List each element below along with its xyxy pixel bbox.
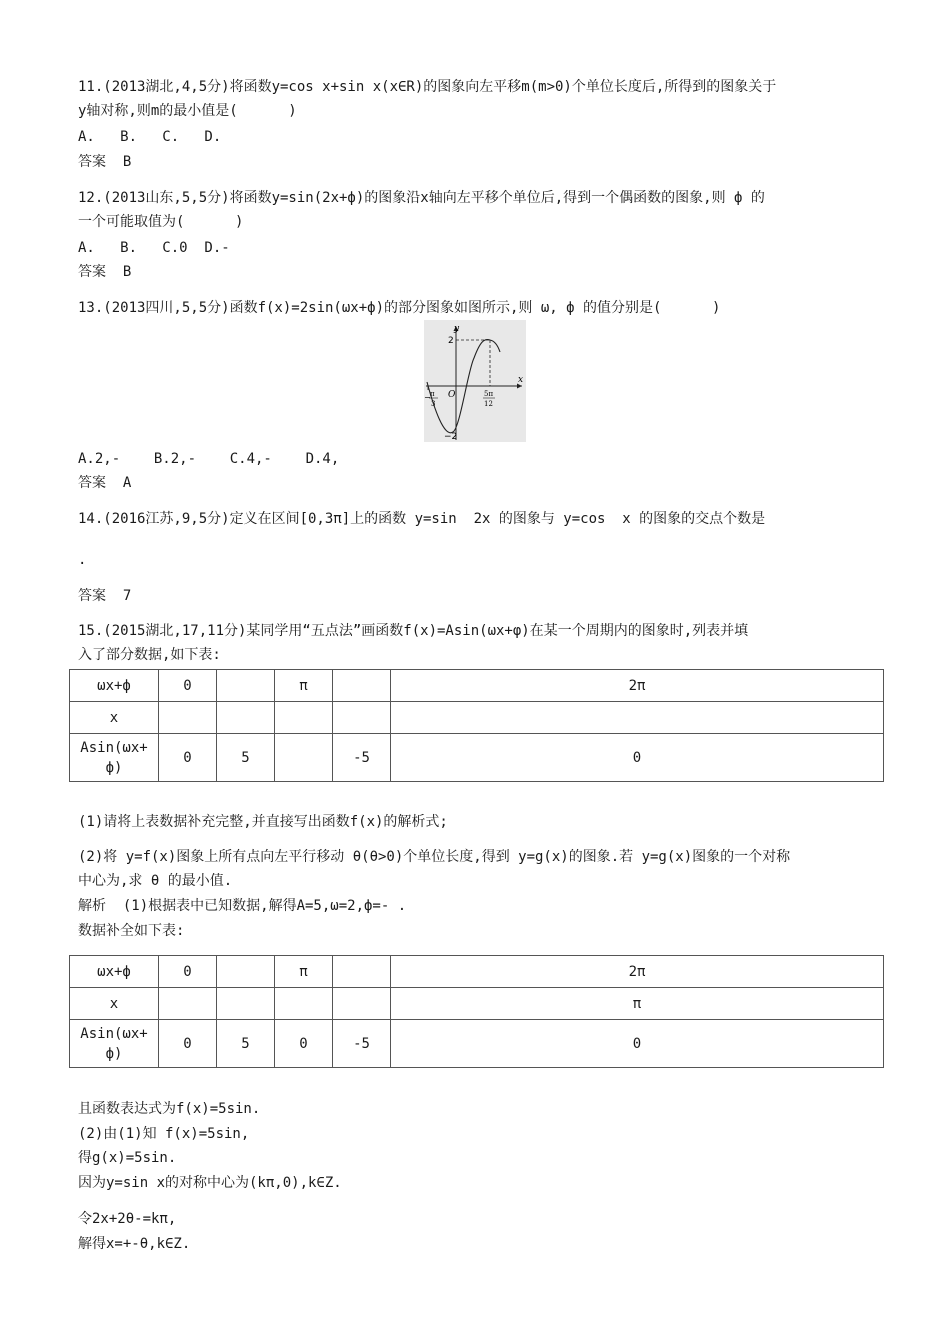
cell-line: ф)	[105, 1045, 123, 1062]
table-cell: π	[275, 670, 333, 702]
left-sign: −	[424, 393, 431, 402]
q13-graph-svg	[424, 320, 526, 442]
table-cell	[70, 734, 159, 782]
table-cell: 0	[159, 956, 217, 988]
q15-step-3: 得g(x)=5sin.	[78, 1150, 177, 1166]
q15-table-complete	[69, 955, 884, 1068]
q11-answer: 答案 B	[78, 154, 132, 170]
origin-label: O	[448, 390, 456, 400]
y-min-label: −2	[444, 432, 458, 442]
table-cell: 5	[217, 734, 275, 782]
q15-step-1: 且函数表达式为f(x)=5sin.	[78, 1101, 261, 1117]
table-cell: ωx+ф	[70, 956, 159, 988]
table-cell: x	[70, 988, 159, 1020]
y-max-label: 2	[448, 336, 454, 346]
y-axis-label: y	[454, 324, 460, 334]
table-cell	[217, 670, 275, 702]
q15-step-6: 解得x=+-θ,k∈Z.	[78, 1236, 191, 1252]
right-num: 5π	[484, 390, 494, 398]
table-row	[70, 1020, 884, 1068]
table-cell	[333, 988, 391, 1020]
left-den: 3	[431, 400, 436, 408]
left-num: π	[430, 390, 435, 398]
q15-solution-2: 数据补全如下表:	[78, 923, 185, 939]
q13-answer: 答案 A	[78, 475, 132, 491]
table-cell	[275, 734, 333, 782]
table-cell: x	[70, 702, 159, 734]
q13-options: A.2,- B.2,- C.4,- D.4,	[78, 451, 340, 467]
q12-stem-line1: 12.(2013山东,5,5分)将函数y=sin(2x+ф)的图象沿x轴向左平移个单位后,得到一个偶函数的图象,则 ф 的	[78, 190, 765, 206]
table-row	[70, 988, 884, 1020]
table-cell	[70, 1020, 159, 1068]
right-den: 12	[484, 400, 493, 408]
q14-blank: .	[78, 552, 87, 568]
table-cell	[275, 702, 333, 734]
table-cell: -5	[333, 1020, 391, 1068]
q15-sub2-line1: (2)将 y=f(x)图象上所有点向左平行移动 θ(θ>0)个单位长度,得到 y=g(x)的图象.若 y=g(x)图象的一个对称	[78, 849, 791, 865]
table-cell: 0	[275, 1020, 333, 1068]
table-cell: π	[391, 988, 884, 1020]
q15-table-partial	[69, 669, 884, 782]
table-cell: 0	[391, 1020, 884, 1068]
q15-sub2-line2: 中心为,求 θ 的最小值.	[78, 873, 233, 889]
table-cell: 0	[159, 670, 217, 702]
q12-options: A. B. C.0 D.-	[78, 240, 230, 256]
q15-step-5: 令2x+2θ-=kπ,	[78, 1211, 177, 1227]
table-cell: 0	[391, 734, 884, 782]
q11-stem-line1: 11.(2013湖北,4,5分)将函数y=cos x+sin x(x∈R)的图象向左平移m(m>0)个单位长度后,所得到的图象关于	[78, 79, 777, 95]
cell-line: Asin(ωx+	[80, 739, 148, 756]
table-cell	[159, 702, 217, 734]
table-cell	[217, 956, 275, 988]
q11-options: A. B. C. D.	[78, 129, 222, 145]
q12-stem-line2: 一个可能取值为( )	[78, 214, 244, 230]
q15-stem-line1: 15.(2015湖北,17,11分)某同学用“五点法”画函数f(x)=Asin(ωx+φ)在某一个周期内的图象时,列表并填	[78, 623, 749, 639]
table-cell	[217, 702, 275, 734]
table-cell	[333, 956, 391, 988]
table-cell	[217, 988, 275, 1020]
q12-answer: 答案 B	[78, 264, 132, 280]
cell-line: ф)	[105, 759, 123, 776]
cell-line: Asin(ωx+	[80, 1025, 148, 1042]
table-row	[70, 734, 884, 782]
table-cell: ωx+ф	[70, 670, 159, 702]
table-cell: 2π	[391, 670, 884, 702]
table-cell: 0	[159, 734, 217, 782]
q15-stem-line2: 入了部分数据,如下表:	[78, 647, 221, 663]
q14-stem: 14.(2016江苏,9,5分)定义在区间[0,3π]上的函数 y=sin 2x 的图象与 y=cos x 的图象的交点个数是	[78, 511, 766, 527]
table-row	[70, 670, 884, 702]
table-row	[70, 956, 884, 988]
q15-step-4: 因为y=sin x的对称中心为(kπ,0),k∈Z.	[78, 1175, 342, 1191]
table-cell	[159, 988, 217, 1020]
x-axis-label: x	[518, 375, 524, 385]
q11-stem-line2: y轴对称,则m的最小值是( )	[78, 103, 297, 119]
q15-sub1: (1)请将上表数据补充完整,并直接写出函数f(x)的解析式;	[78, 814, 448, 830]
table-cell	[333, 670, 391, 702]
table-cell: 5	[217, 1020, 275, 1068]
table-row	[70, 702, 884, 734]
table-cell: 0	[159, 1020, 217, 1068]
q15-step-2: (2)由(1)知 f(x)=5sin,	[78, 1126, 250, 1142]
table-cell: π	[275, 956, 333, 988]
q14-answer: 答案 7	[78, 588, 132, 604]
table-cell: 2π	[391, 956, 884, 988]
table-cell	[391, 702, 884, 734]
table-cell	[275, 988, 333, 1020]
q13-stem: 13.(2013四川,5,5分)函数f(x)=2sin(ωx+ф)的部分图象如图所示,则 ω, ф 的值分别是( )	[78, 300, 721, 316]
q13-sine-graph	[424, 320, 526, 442]
table-cell	[333, 702, 391, 734]
q15-solution-1: 解析 (1)根据表中已知数据,解得A=5,ω=2,ф=- .	[78, 898, 407, 914]
table-cell: -5	[333, 734, 391, 782]
